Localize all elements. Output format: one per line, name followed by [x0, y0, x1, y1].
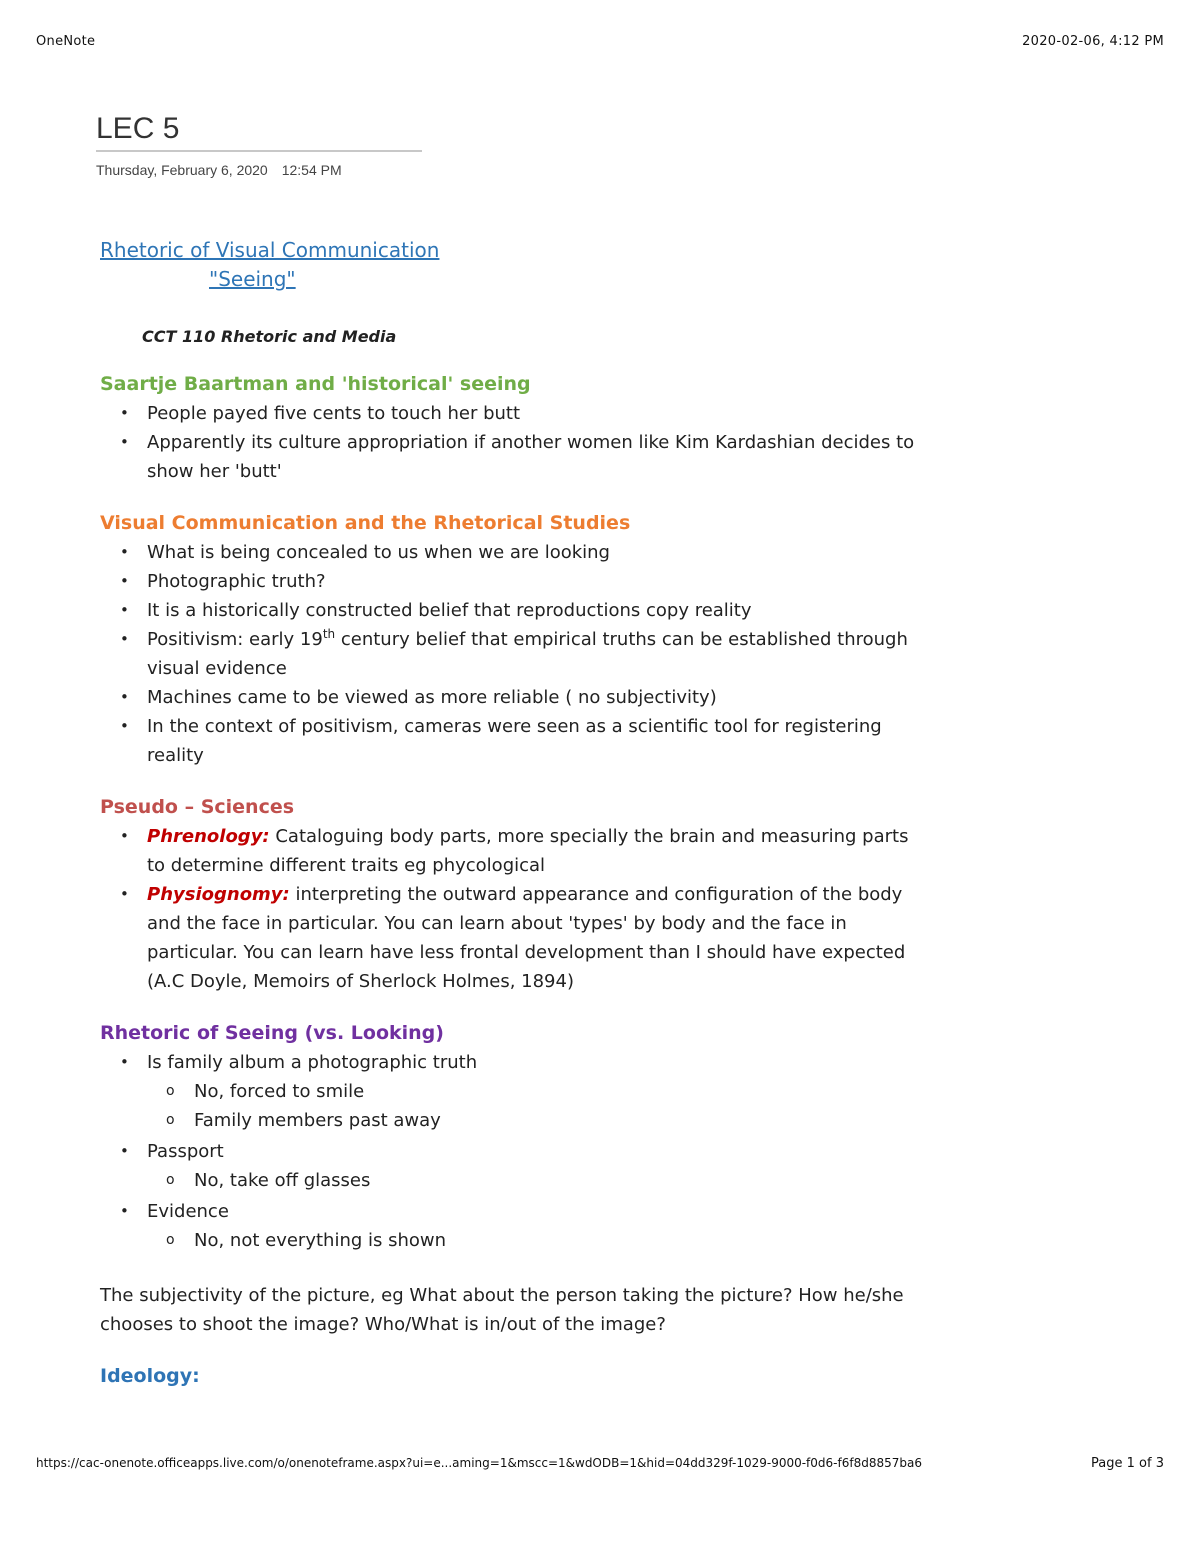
lecture-subtitle-link[interactable]: "Seeing" — [209, 267, 296, 291]
print-header-datetime: 2020-02-06, 4:12 PM — [1022, 34, 1164, 49]
list-pseudo-sciences — [100, 822, 920, 996]
list-visual-communication — [100, 538, 920, 770]
print-header-app-name: OneNote — [36, 34, 96, 49]
list-item: • Evidence — [100, 1197, 920, 1226]
list-item: • Machines came to be viewed as more reliable ( no subjectivity) — [100, 683, 920, 712]
page-time: 12:54 PM — [281, 162, 342, 178]
list-rhetoric-of-seeing — [100, 1048, 920, 1077]
term-phrenology: Phrenology: — [147, 826, 270, 847]
list-item: • It is a historically constructed belief that reproductions copy reality — [100, 596, 920, 625]
ordinal-superscript: th — [322, 627, 336, 641]
page-date-line — [96, 162, 342, 178]
list-item-physiognomy — [100, 880, 920, 996]
course-name: CCT 110 Rhetoric and Media — [142, 327, 397, 346]
subjectivity-paragraph: The subjectivity of the picture, eg What about the person taking the picture? How he/she chooses to shoot the image? Who/What is in/out of the image? — [100, 1285, 904, 1335]
list-item: • In the context of positivism, cameras were seen as a scientific tool for registering reality — [100, 712, 920, 770]
sublist-passport — [100, 1166, 920, 1195]
note-content — [100, 236, 920, 1389]
list-item: • Is family album a photographic truth — [100, 1048, 920, 1077]
positivism-text-end: century belief that empirical truths can be established through visual evidence — [147, 629, 908, 679]
list-item: • Passport — [100, 1137, 920, 1166]
page-title: LEC 5 — [96, 112, 422, 152]
list-item: • Apparently its culture appropriation if another women like Kim Kardashian decides to show her 'butt' — [100, 428, 920, 486]
positivism-text-start: Positivism: early 19 — [147, 629, 323, 650]
list-item: • Photographic truth? — [100, 567, 920, 596]
sublist-family-album — [100, 1077, 920, 1135]
sub-list-item: o No, take off glasses — [100, 1166, 920, 1195]
term-physiognomy: Physiognomy: — [147, 884, 290, 905]
sub-list-item: o No, not everything is shown — [100, 1226, 920, 1255]
list-rhetoric-of-seeing-2 — [100, 1137, 920, 1166]
sub-list-item: o No, forced to smile — [100, 1077, 920, 1106]
lecture-title-link[interactable]: Rhetoric of Visual Communication — [100, 238, 440, 262]
list-item-phrenology — [100, 822, 920, 880]
definition-physiognomy: interpreting the outward appearance and configuration of the body and the face in particular. You can learn about 'types' by body and the face in particular. You can learn have less frontal development than I should have expected (A.C Doyle, Memoirs of Sherlock Holmes, 1894) — [147, 884, 906, 992]
list-item-positivism — [100, 625, 920, 683]
definition-phrenology: Cataloguing body parts, more specially the brain and measuring parts to determine different traits eg phycological — [147, 826, 909, 876]
section-heading-ideology: Ideology: — [100, 1365, 200, 1387]
print-footer-url: https://cac-onenote.officeapps.live.com/o/onenoteframe.aspx?ui=e...aming=1&mscc=1&wdODB=1&hid=04dd329f-1029-9000-f0d6-f6f8d8857ba6 — [36, 1456, 922, 1470]
section-heading-pseudo-sciences: Pseudo – Sciences — [100, 796, 295, 818]
print-footer-page-number: Page 1 of 3 — [1091, 1456, 1164, 1471]
sub-list-item: o Family members past away — [100, 1106, 920, 1135]
page-date: Thursday, February 6, 2020 — [96, 162, 268, 178]
list-item: • People payed five cents to touch her butt — [100, 399, 920, 428]
section-heading-visual-communication: Visual Communication and the Rhetorical Studies — [100, 512, 631, 534]
section-heading-rhetoric-of-seeing: Rhetoric of Seeing (vs. Looking) — [100, 1022, 444, 1044]
sublist-evidence — [100, 1226, 920, 1255]
list-baartman — [100, 399, 920, 486]
list-item: • What is being concealed to us when we are looking — [100, 538, 920, 567]
section-heading-baartman: Saartje Baartman and 'historical' seeing — [100, 373, 531, 395]
list-rhetoric-of-seeing-3 — [100, 1197, 920, 1226]
